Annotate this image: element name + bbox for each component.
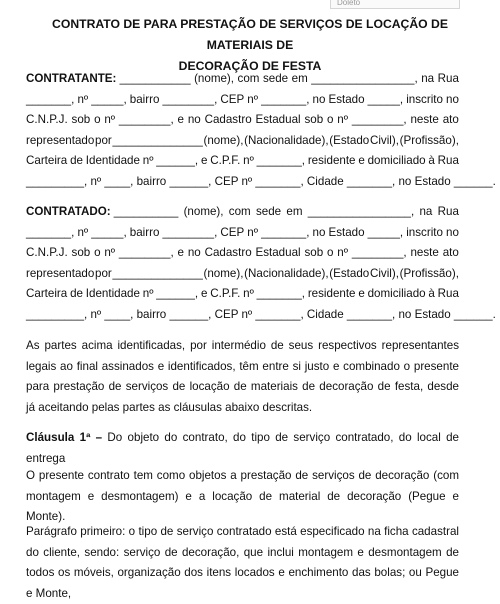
contratado-line-3: [26, 243, 459, 264]
word: _______,: [261, 92, 310, 106]
word: no: [446, 92, 459, 106]
word: _______,: [26, 225, 75, 239]
watermark-label: Doleto: [330, 0, 460, 9]
word: Estado: [328, 225, 365, 239]
word: ________________,: [307, 205, 415, 218]
word: sede: [255, 205, 282, 218]
word: nº: [247, 92, 258, 106]
clausula-1-heading: [26, 428, 459, 469]
contratante-line-5: [26, 151, 459, 172]
word: _____,: [91, 92, 127, 106]
word: na: [421, 72, 435, 85]
contratante-section: [26, 69, 496, 192]
word: neste: [410, 246, 439, 259]
word: no: [312, 92, 326, 106]
word: bairro: [129, 225, 160, 239]
contratante-line-1: [26, 69, 459, 90]
contratado-line-4: [26, 264, 459, 285]
word: _______,: [256, 154, 305, 167]
word: Carteira: [26, 287, 68, 300]
word: Rua: [437, 154, 459, 167]
contratante-line-3: [26, 110, 459, 131]
word: por: [95, 133, 112, 147]
word: em: [286, 205, 303, 218]
word: no: [312, 225, 326, 239]
word: ______,: [156, 287, 199, 300]
word: ________,: [118, 246, 174, 259]
word: C.P.F.: [210, 154, 241, 167]
word: Rua: [437, 205, 459, 218]
clausula-1-text: Do objeto do contrato, do tipo de serviço contratado, do local de entrega: [26, 431, 459, 465]
word: Cadastro: [204, 246, 252, 259]
clausula-1-label: Cláusula 1ª –: [26, 431, 103, 444]
word: e: [200, 154, 208, 167]
word: nº: [77, 92, 89, 106]
word: bairro: [129, 92, 160, 106]
word: (Nacionalidade),: [244, 133, 329, 147]
word: _______,: [26, 92, 75, 106]
contratante-line-6: _________, nº ____, bairro ______, CEP nº _______, Cidade _______, no Estado ______.: [26, 174, 496, 188]
word: C.N.P.J.: [26, 246, 68, 259]
word: domiciliado: [367, 287, 426, 300]
contratado-line-1: [26, 202, 459, 223]
word: (nome),: [183, 205, 224, 218]
word: Rua: [437, 72, 459, 85]
title-line-1: CONTRATO DE PARA PRESTAÇÃO DE SERVIÇOS DE LOCAÇÃO DE MATERIAIS DE: [52, 17, 448, 52]
word: CEP: [220, 92, 245, 106]
title-line-2: DECORAÇÃO DE FESTA: [178, 59, 322, 73]
word: inscrito: [406, 92, 443, 106]
word: o: [94, 113, 101, 126]
word: de: [70, 154, 83, 167]
word: nº: [337, 246, 348, 259]
word: Rua: [437, 287, 459, 300]
contratante-line-4: [26, 131, 459, 152]
word: residente: [307, 287, 356, 300]
partes-paragraph: As partes acima identificadas, por intermédio de seus respectivos representantes legais ao final assinados e identificados, têm entre si justo e combinado o presente para prestação de serviços de locação de materiais de decoração de festa, desde já aceitando pelas partes as cláusulas abaixo descritas.: [26, 339, 459, 414]
word: à: [428, 154, 435, 167]
word: nº: [243, 154, 254, 167]
word: sob: [304, 113, 324, 126]
objeto-paragraph: O presente contrato tem como objetos a prestação de serviços de decoração (com montagem e desmontagem) e a locação de material de decoração (Pegue e Monte).: [26, 469, 459, 523]
word: e: [358, 154, 365, 167]
word: inscrito: [406, 225, 443, 239]
word: sede: [262, 72, 289, 85]
word: ______,: [156, 154, 199, 167]
paragrafo-primeiro: Parágrafo primeiro: o tipo de serviço contratado está especificado na ficha cadastral do cliente, sendo: serviço de decoração, que inclui montagem e desmontagem de todos os móveis, organização dos itens locados e enchimento das bolas; ou Pegue e Monte,: [26, 525, 459, 600]
word: nº: [142, 154, 154, 167]
word: o: [94, 246, 101, 259]
word: (Nacionalidade),: [244, 266, 329, 280]
word: (Profissão),: [399, 266, 459, 280]
word: C.P.F.: [210, 287, 241, 300]
word: residente: [307, 154, 356, 167]
word: representado: [26, 266, 95, 280]
contratado-line-6: _________, nº ____, bairro ______, CEP nº _______, Cidade _______, no Estado ______.: [26, 307, 496, 321]
word: Estadual: [255, 246, 301, 259]
word: no: [187, 246, 201, 259]
word: _____,: [367, 225, 404, 239]
word: e: [358, 287, 365, 300]
word: CEP: [220, 225, 245, 239]
word: nº: [247, 225, 258, 239]
word: Cadastro: [204, 113, 252, 126]
word: ________,: [162, 225, 218, 239]
word: à: [428, 287, 435, 300]
word: (nome),: [203, 266, 244, 280]
word: Identidade: [85, 154, 140, 167]
word: (Estado: [329, 133, 370, 147]
word: _____,: [367, 92, 404, 106]
word: C.N.P.J.: [26, 113, 68, 126]
word: e: [200, 287, 208, 300]
word: no: [446, 225, 459, 239]
word: com: [237, 72, 260, 85]
word: _____,: [91, 225, 127, 239]
contratado-line-2: [26, 223, 459, 244]
word: sob: [71, 113, 91, 126]
word: no: [187, 113, 201, 126]
word: Civil),: [369, 133, 399, 147]
word: ato: [442, 113, 459, 126]
word: em: [291, 72, 308, 85]
word: e: [177, 246, 184, 259]
word: CONTRATADO: __________: [26, 205, 179, 218]
word: o: [327, 113, 334, 126]
word: ______________: [112, 266, 203, 280]
word: nº: [77, 225, 89, 239]
word: (Profissão),: [399, 133, 459, 147]
word: nº: [104, 246, 116, 259]
word: Civil),: [369, 266, 399, 280]
word: ________,: [351, 113, 407, 126]
word: com: [228, 205, 251, 218]
word: Estado: [328, 92, 365, 106]
word: ________,: [351, 246, 407, 259]
word: nº: [104, 113, 116, 126]
word: ________________,: [311, 72, 418, 85]
word: o: [327, 246, 334, 259]
word: ______________: [112, 133, 203, 147]
word: representado: [26, 133, 95, 147]
word: sob: [71, 246, 91, 259]
word: nº: [243, 287, 254, 300]
word: (Estado: [329, 266, 370, 280]
word: CONTRATANTE: ___________: [26, 72, 191, 85]
word: ato: [442, 246, 459, 259]
word: Estadual: [255, 113, 301, 126]
word: _______,: [261, 225, 310, 239]
word: nº: [142, 287, 154, 300]
word: ________,: [162, 92, 218, 106]
word: Identidade: [85, 287, 140, 300]
word: domiciliado: [367, 154, 426, 167]
contratante-line-2: [26, 90, 459, 111]
word: na: [419, 205, 433, 218]
word: sob: [304, 246, 324, 259]
word: neste: [410, 113, 439, 126]
word: e: [177, 113, 184, 126]
word: Carteira: [26, 154, 68, 167]
word: _______,: [256, 287, 305, 300]
document-title: [26, 14, 474, 77]
word: de: [70, 287, 83, 300]
word: nº: [337, 113, 348, 126]
contratado-section: [26, 202, 496, 325]
word: (nome),: [194, 72, 235, 85]
word: por: [95, 266, 112, 280]
word: ________,: [118, 113, 174, 126]
word: (nome),: [203, 133, 244, 147]
contratado-line-5: [26, 284, 459, 305]
